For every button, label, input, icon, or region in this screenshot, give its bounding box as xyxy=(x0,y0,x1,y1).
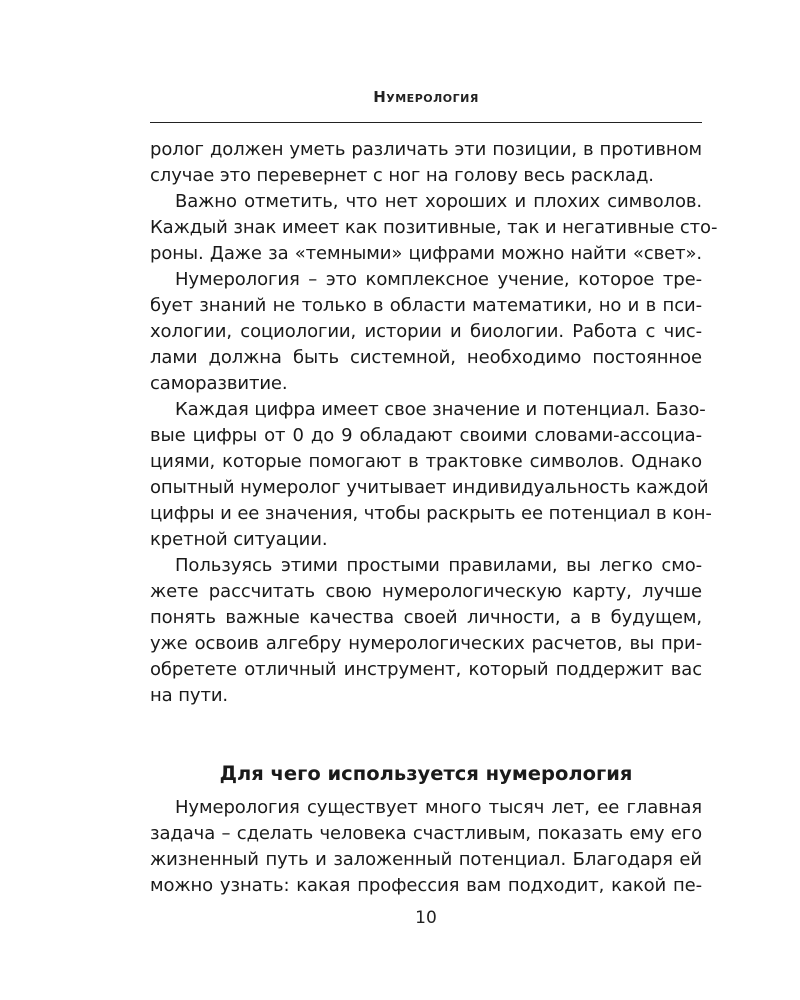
paragraph-4 xyxy=(150,397,712,553)
page-number: 10 xyxy=(415,908,437,928)
text-line: кретной ситуации. xyxy=(150,529,328,550)
text-line: понять важные качества своей личности, а в будущем, xyxy=(150,607,702,628)
text-line: ролог должен уметь различать эти позиции, в противном xyxy=(150,139,702,160)
text-line: цифры и ее значения, чтобы раскрыть ее потенциал в кон- xyxy=(150,503,712,524)
text-line: вые цифры от 0 до 9 обладают своими словами-ассоциа- xyxy=(150,425,702,446)
header-rule xyxy=(150,122,702,123)
text-line: циями, которые помогают в трактовке символов. Однако xyxy=(150,451,702,472)
text-line: лами должна быть системной, необходимо постоянное xyxy=(150,347,702,368)
text-line: жизненный путь и заложенный потенциал. Благодаря ей xyxy=(150,849,702,870)
text-line: Каждая цифра имеет свое значение и потенциал. Базо- xyxy=(175,399,706,420)
text-line: роны. Даже за «темными» цифрами можно найти «свет». xyxy=(150,243,702,264)
paragraph-3 xyxy=(150,267,702,397)
text-line: саморазвитие. xyxy=(150,373,288,394)
text-line: уже освоив алгебру нумерологических расчетов, вы при- xyxy=(150,633,702,654)
text-line: бует знаний не только в области математики, но и в пси- xyxy=(150,295,702,316)
text-line: опытный нумеролог учитывает индивидуальность каждой xyxy=(150,477,709,498)
body-text xyxy=(150,137,718,899)
text-line: случае это перевернет с ног на голову весь расклад. xyxy=(150,165,654,186)
text-line: обретете отличный инструмент, который поддержит вас xyxy=(150,659,702,680)
text-line: можно узнать: какая профессия вам подходит, какой пе- xyxy=(150,875,702,896)
text-line: хологии, социологии, истории и биологии. Работа с чис- xyxy=(150,321,702,342)
paragraph-1 xyxy=(150,137,702,189)
text-line: на пути. xyxy=(150,685,229,706)
text-line: Нумерология существует много тысяч лет, ее главная xyxy=(175,797,702,818)
text-line: Пользуясь этими простыми правилами, вы легко смо- xyxy=(175,555,702,576)
paragraph-2 xyxy=(150,189,718,267)
paragraph-5 xyxy=(150,553,702,709)
text-line: Нумерология – это комплексное учение, которое тре- xyxy=(175,269,702,290)
text-line: Важно отметить, что нет хороших и плохих символов. xyxy=(175,191,702,212)
text-line: жете рассчитать свою нумерологическую карту, лучше xyxy=(150,581,702,602)
text-line: Каждый знак имеет как позитивные, так и негативные сто- xyxy=(150,217,718,238)
running-head: Нумерология xyxy=(373,88,479,106)
section-heading: Для чего используется нумерология xyxy=(219,762,633,785)
text-line: задача – сделать человека счастливым, показать ему его xyxy=(150,823,702,844)
section-spacer xyxy=(150,709,702,755)
section-paragraph xyxy=(150,795,702,899)
